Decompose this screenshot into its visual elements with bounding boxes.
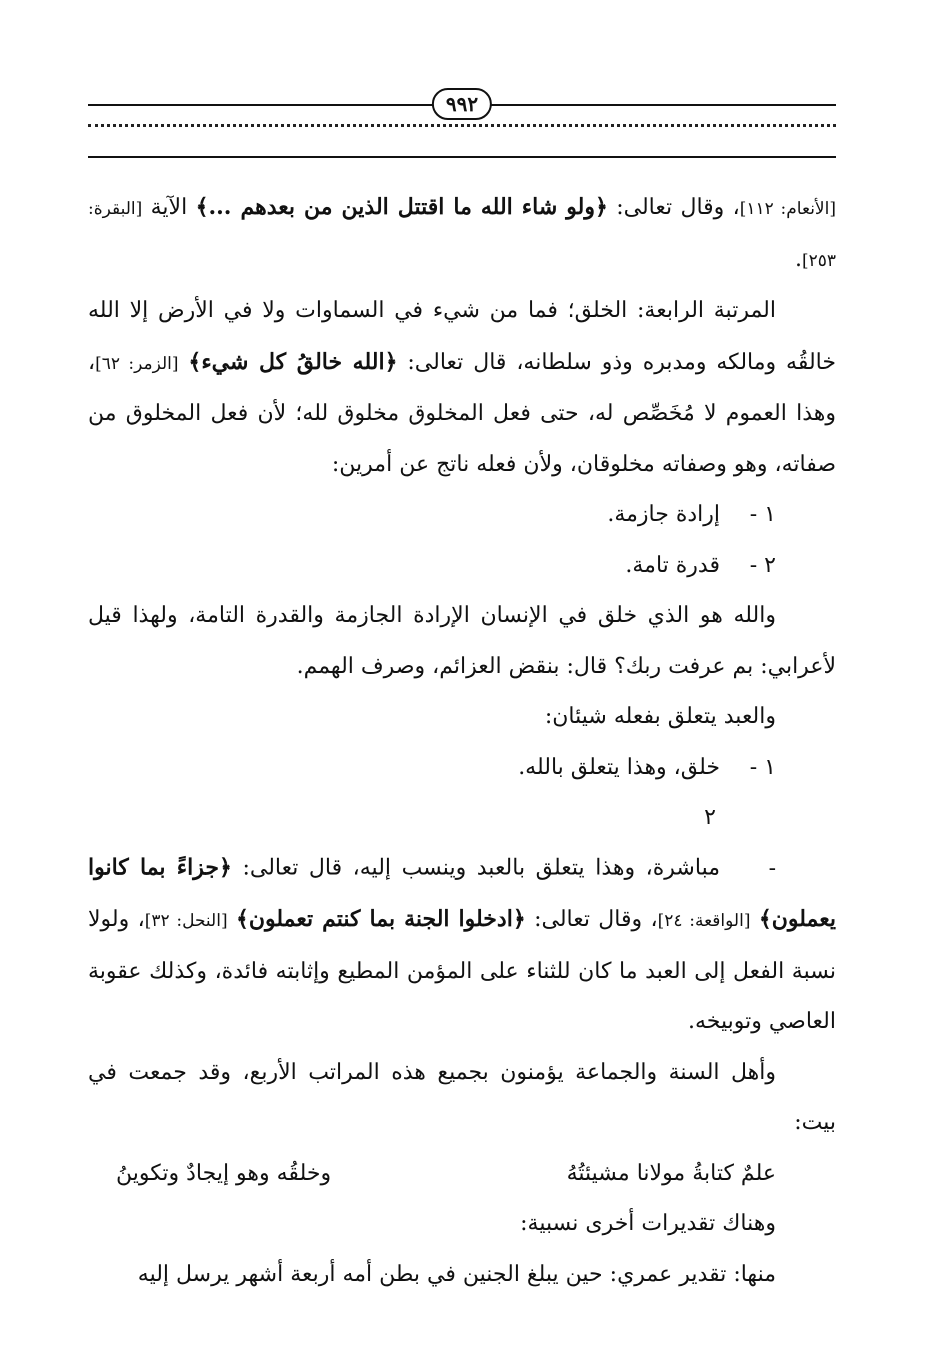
reference: [الزمر: ٦٢] [95, 353, 179, 374]
paragraph-5: وأهل السنة والجماعة يؤمنون بجميع هذه المراتب الأربع، وقد جمعت في بيت: [88, 1059, 836, 1135]
header-dotted-rule [88, 124, 836, 127]
paragraph-3: والله هو الذي خلق في الإنسان الإرادة الجازمة والقدرة التامة، ولهذا قيل لأعرابي: بم عرفت ربك؟ قال: بنقض العزائم، وصرف الهمم. [88, 603, 836, 679]
page-body [88, 182, 836, 1300]
text-run: ، وقال تعالى: [607, 195, 740, 220]
quran-quote: ﴿ادخلوا الجنة بما كنتم تعملون﴾ [235, 906, 526, 932]
paragraph-1 [88, 182, 836, 286]
text-run: . [794, 246, 802, 272]
list-text: إرادة جازمة. [607, 502, 720, 527]
paragraph-2 [88, 286, 836, 490]
text-run [750, 907, 758, 932]
paragraph-4: والعبد يتعلق بفعله شيئان: [544, 704, 776, 729]
quran-quote: ﴿جزاءً بما كانوا يعملون﴾ [88, 854, 836, 932]
list-number: ١ - [749, 754, 776, 780]
paragraph-6: وهناك تقديرات أخرى نسبية: [520, 1211, 776, 1236]
verse-hemistich-2: وخلقُه وهو إيجادٌ وتكوينُ [116, 1160, 332, 1186]
list-item [88, 490, 836, 541]
header-rule-bottom [88, 156, 836, 158]
list-text: قدرة تامة. [625, 552, 720, 578]
list-text: خلق، وهذا يتعلق بالله. [518, 754, 720, 780]
paragraph-7: منها: تقدير عمري: حين يبلغ الجنين في بطن أمه أربعة أشهر يرسل إليه [137, 1261, 776, 1287]
page-number: ٩٩٢ [432, 88, 492, 120]
list-number: ١ - [749, 502, 776, 527]
reference: [البقرة: ٢٥٣] [88, 199, 836, 271]
reference: [الأنعام: ١١٢] [739, 199, 836, 219]
quran-quote: ﴿ولو شاء الله ما اقتتل الذين من بعدهم ...﴾ [195, 194, 608, 220]
list-item [88, 541, 836, 592]
text-run: ، ولولا نسبة الفعل إلى العبد ما كان للثناء على المؤمن المطيع وإثابته فائدة، وكذلك عقوبة العاصي وتوبيخه. [88, 907, 836, 1034]
text-run: المرتبة الرابعة: الخلق؛ فما من شيء في السماوات ولا في الأرض إلا الله خالقُه ومالكه ومدبره وذو سلطانه، قال تعالى: [88, 298, 836, 375]
text-run: ، وقال تعالى: [525, 907, 658, 932]
quran-quote: ﴿الله خالقُ كل شيء﴾ [188, 348, 398, 375]
text-run: مباشرة، وهذا يتعلق بالعبد وينسب إليه، قال تعالى: [231, 855, 720, 881]
poetry-verse [88, 1149, 836, 1200]
text-run: ، وهذا العموم لا مُخَصِّص له، حتى فعل المخلوق مخلوق لله؛ لأن فعل المخلوق من صفاته، وهو وصفاته مخلوقان، ولأن فعله ناتج عن أمرين: [88, 349, 836, 477]
reference: [الواقعة: ٢٤] [657, 911, 751, 931]
list-item-long [88, 793, 836, 1048]
reference: [النحل: ٣٢] [144, 911, 228, 931]
text-run [228, 907, 236, 932]
verse-hemistich-1: علمٌ كتابةُ مولانا مشيئتُهُ [566, 1160, 776, 1186]
list-item [88, 743, 836, 794]
text-run: الآية [142, 195, 196, 220]
list-number: ٢ - [749, 552, 776, 578]
list-number: ٢ - [704, 805, 776, 881]
page-header [88, 88, 836, 168]
text-run [178, 350, 188, 375]
